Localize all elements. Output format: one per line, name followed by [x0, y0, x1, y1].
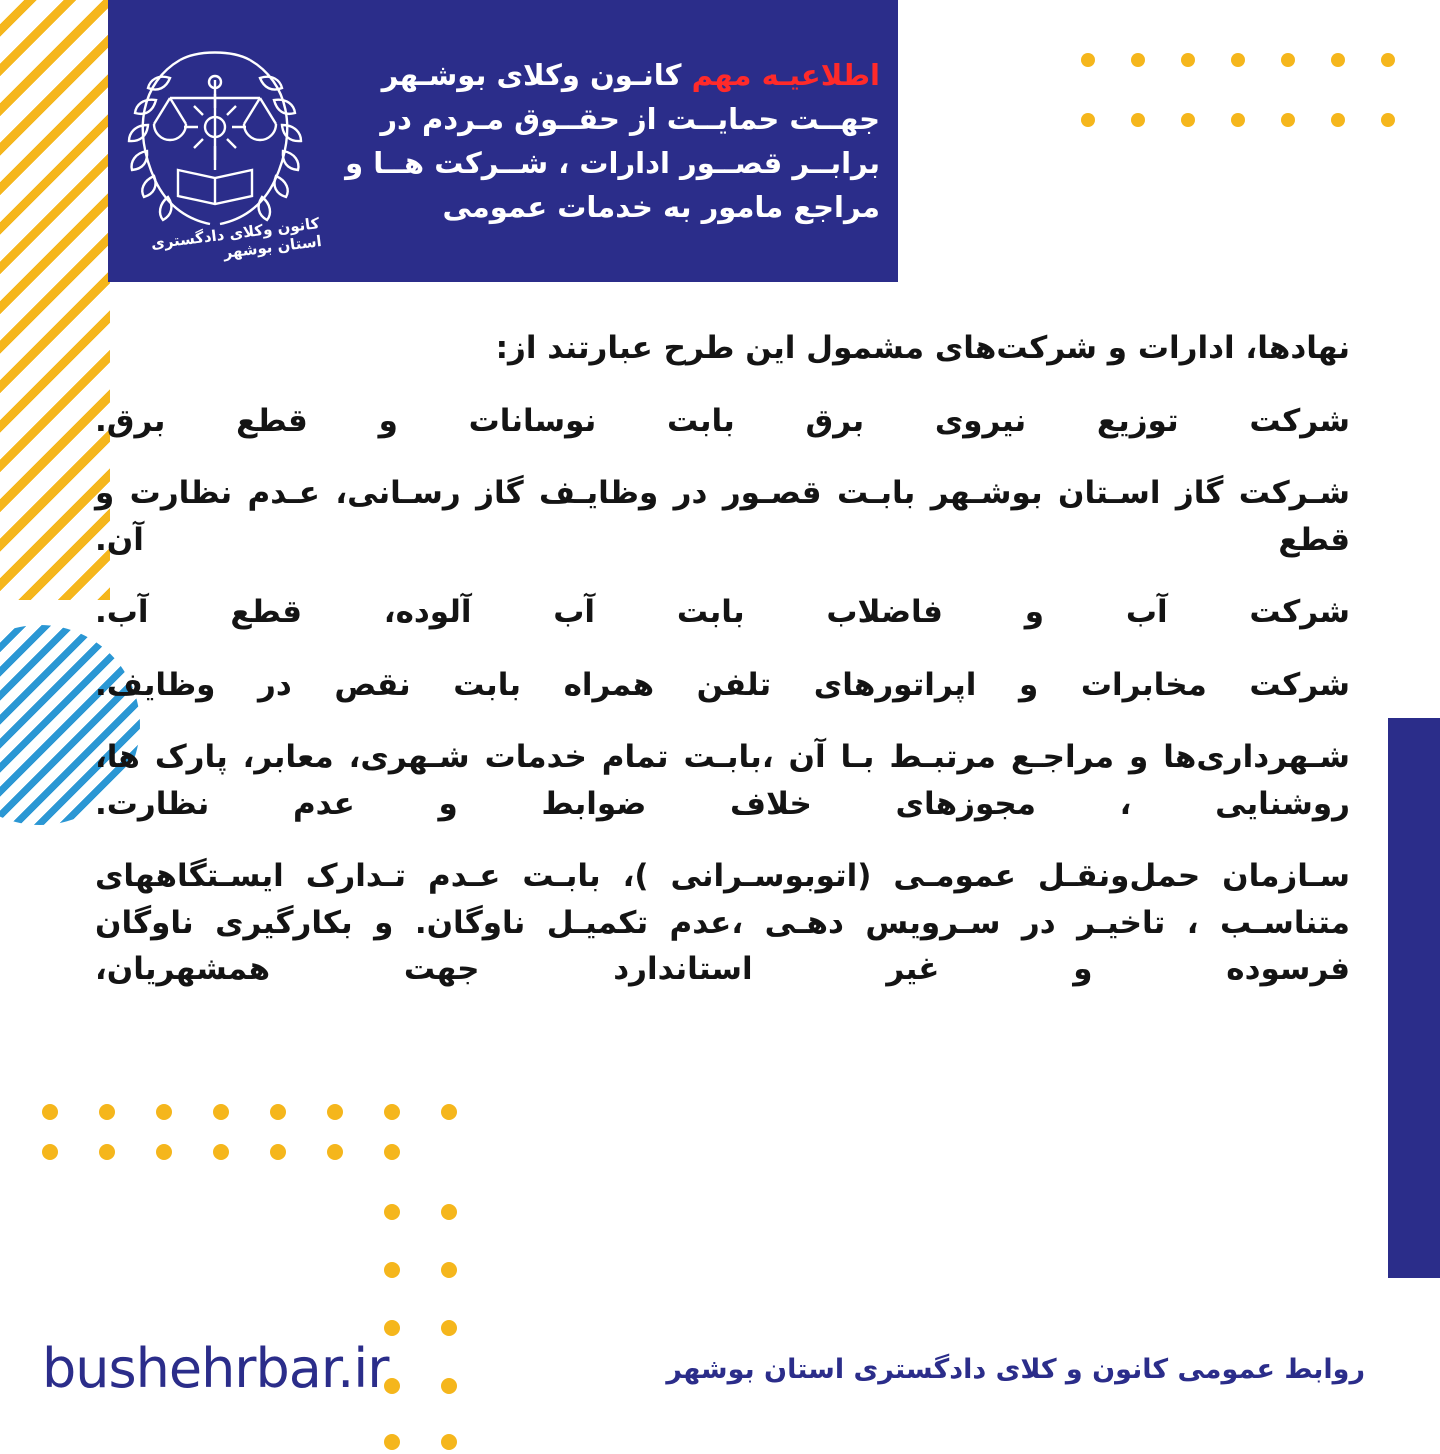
- header-line-2: جهــت حمایــت از حقــوق مـردم در: [380, 101, 880, 136]
- dot-grid-decoration-top: [1080, 52, 1400, 147]
- header-accent-text: اطلاعیـه مهم: [691, 57, 880, 92]
- website-url[interactable]: bushehrbar.ir: [42, 1337, 389, 1400]
- list-item: سـازمان حمل‌ونقـل عمومـی (اتوبوسـرانی )، بابـت عـدم تـدارک ایسـتگاههای متناسـب ، تاخیـر در سـرویس دهـی ،عدم تکمیـل ناوگان. و بکارگیری ناوگان فرسوده و غیر استاندارد جهت همشهریان،: [95, 858, 1350, 987]
- emblem-caption: کانون وکلای دادگستری استان بوشهر: [149, 213, 323, 262]
- announcement-body: [95, 325, 1350, 1017]
- header-banner: [108, 0, 898, 282]
- right-accent-bar: [1388, 718, 1440, 1278]
- diagonal-stripes-decoration: [0, 0, 110, 600]
- list-item: شـرکت گاز اسـتان بوشـهر بابـت قصـور در وظایـف گاز رسـانی، عـدم نظارت و قطع آن.: [95, 475, 1350, 558]
- header-line-1-rest: کانـون وکلای بوشـهر: [381, 57, 682, 92]
- body-intro: نهادها، ادارات و شرکت‌های مشمول این طرح عبارتند از:: [495, 330, 1350, 366]
- list-item: شرکت آب و فاضلاب بابت آب آلوده، قطع آب.: [95, 594, 1350, 630]
- bar-association-emblem: [108, 0, 321, 282]
- list-item: شـهرداری‌ها و مراجـع مرتبـط بـا آن ،بابـت تمام خدمات شـهری، معابر، پارک ها، روشنایی ، مجوزهای خلاف ضوابط و عدم نظارت.: [95, 739, 1350, 822]
- list-item: شرکت توزیع نیروی برق بابت نوسانات و قطع برق.: [95, 402, 1350, 439]
- footer-credit: روابط عمومی کانون و کلای دادگستری استان بوشهر: [666, 1354, 1365, 1385]
- header-line-4: مراجع مامور به خدمات عمومی: [442, 190, 880, 225]
- header-line-3: برابــر قصــور ادارات ، شــرکت هــا و: [345, 146, 880, 180]
- header-title-block: [321, 43, 898, 239]
- list-item: شرکت مخابرات و اپراتورهای تلفن همراه بابت نقص در وظایف.: [95, 666, 1350, 703]
- header-line-1: [345, 53, 880, 97]
- justice-scales-emblem-icon: [110, 20, 320, 235]
